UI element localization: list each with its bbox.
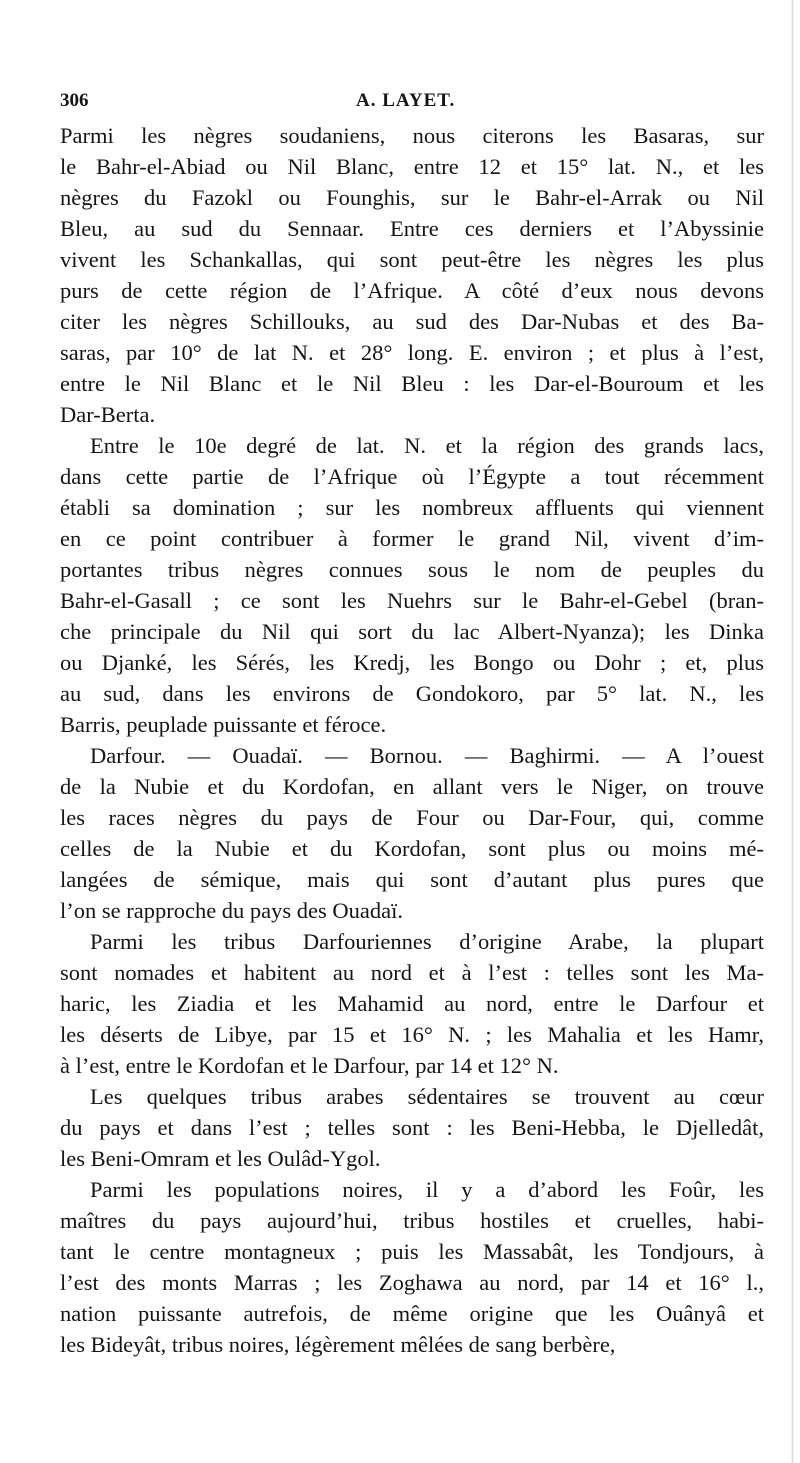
- paragraph: [60, 1174, 764, 1360]
- paragraph: [60, 120, 764, 430]
- text-line: Parmi les populations noires, il y a d’abord les Foûr, les: [90, 1177, 764, 1202]
- text-line: vivent les Schankallas, qui sont peut-être les nègres les plus: [60, 247, 764, 272]
- text-line: nation puissante autrefois, de même origine que les Ouânyâ et: [60, 1301, 764, 1326]
- text-line: l’est des monts Marras ; les Zoghawa au nord, par 14 et 16° l.,: [60, 1270, 764, 1295]
- paragraph: [60, 1081, 764, 1174]
- text-line: Bleu, au sud du Sennaar. Entre ces derniers et l’Abyssinie: [60, 216, 764, 241]
- paragraph: [60, 926, 764, 1081]
- text-line: Parmi les tribus Darfouriennes d’origine Arabe, la plupart: [90, 929, 764, 954]
- text-line: établi sa domination ; sur les nombreux affluents qui viennent: [60, 495, 764, 520]
- text-line: dans cette partie de l’Afrique où l’Égypte a tout récemment: [60, 464, 764, 489]
- text-line: Entre le 10e degré de lat. N. et la région des grands lacs,: [90, 433, 764, 458]
- text-line: Bahr-el-Gasall ; ce sont les Nuehrs sur le Bahr-el-Gebel (bran-: [60, 588, 764, 613]
- text-line: les races nègres du pays de Four ou Dar-Four, qui, comme: [60, 805, 764, 830]
- text-line: au sud, dans les environs de Gondokoro, par 5° lat. N., les: [60, 681, 764, 706]
- text-line: Parmi les nègres soudaniens, nous citerons les Basaras, sur: [60, 123, 764, 148]
- text-line: les Bideyât, tribus noires, légèrement mêlées de sang berbère,: [60, 1332, 616, 1357]
- text-line: Darfour. — Ouadaï. — Bornou. — Baghirmi. — A l’ouest: [90, 743, 764, 768]
- text-line: les déserts de Libye, par 15 et 16° N. ; les Mahalia et les Hamr,: [60, 1022, 764, 1047]
- text-line: langées de sémique, mais qui sont d’autant plus pures que: [60, 867, 764, 892]
- paragraph: [60, 740, 764, 926]
- text-line: purs de cette région de l’Afrique. A côté d’eux nous devons: [60, 278, 764, 303]
- body-text: [60, 120, 764, 1360]
- text-line: entre le Nil Blanc et le Nil Bleu : les Dar-el-Bouroum et les: [60, 371, 764, 396]
- text-line: saras, par 10° de lat N. et 28° long. E. environ ; et plus à l’est,: [60, 340, 764, 365]
- text-line: haric, les Ziadia et les Mahamid au nord, entre le Darfour et: [60, 991, 764, 1016]
- text-line: nègres du Fazokl ou Founghis, sur le Bahr-el-Arrak ou Nil: [60, 185, 764, 210]
- text-line: celles de la Nubie et du Kordofan, sont plus ou moins mé-: [60, 836, 764, 861]
- text-line: Dar-Berta.: [60, 402, 156, 427]
- text-line: l’on se rapproche du pays des Ouadaï.: [60, 898, 404, 923]
- text-line: portantes tribus nègres connues sous le nom de peuples du: [60, 557, 764, 582]
- page-edge-shadow: [791, 0, 794, 1463]
- text-line: le Bahr-el-Abiad ou Nil Blanc, entre 12 et 15° lat. N., et les: [60, 154, 764, 179]
- text-line: sont nomades et habitent au nord et à l’est : telles sont les Ma-: [60, 960, 764, 985]
- text-line: Barris, peuplade puissante et féroce.: [60, 712, 387, 737]
- text-line: Les quelques tribus arabes sédentaires se trouvent au cœur: [90, 1084, 764, 1109]
- text-line: ou Djanké, les Sérés, les Kredj, les Bongo ou Dohr ; et, plus: [60, 650, 764, 675]
- text-line: du pays et dans l’est ; telles sont : les Beni-Hebba, le Djelledât,: [60, 1115, 764, 1140]
- text-line: en ce point contribuer à former le grand Nil, vivent d’im-: [60, 526, 764, 551]
- text-line: tant le centre montagneux ; puis les Massabât, les Tondjours, à: [60, 1239, 764, 1264]
- text-line: de la Nubie et du Kordofan, en allant vers le Niger, on trouve: [60, 774, 764, 799]
- text-line: che principale du Nil qui sort du lac Albert-Nyanza); les Dinka: [60, 619, 764, 644]
- text-line: à l’est, entre le Kordofan et le Darfour, par 14 et 12° N.: [60, 1053, 559, 1078]
- text-line: maîtres du pays aujourd’hui, tribus hostiles et cruelles, habi-: [60, 1208, 764, 1233]
- paragraph: [60, 430, 764, 740]
- text-line: citer les nègres Schillouks, au sud des Dar-Nubas et des Ba-: [60, 309, 764, 334]
- text-line: les Beni-Omram et les Oulâd-Ygol.: [60, 1146, 381, 1171]
- page-number: 306: [60, 90, 89, 111]
- running-title: A. LAYET.: [356, 90, 456, 111]
- running-head: [60, 90, 750, 118]
